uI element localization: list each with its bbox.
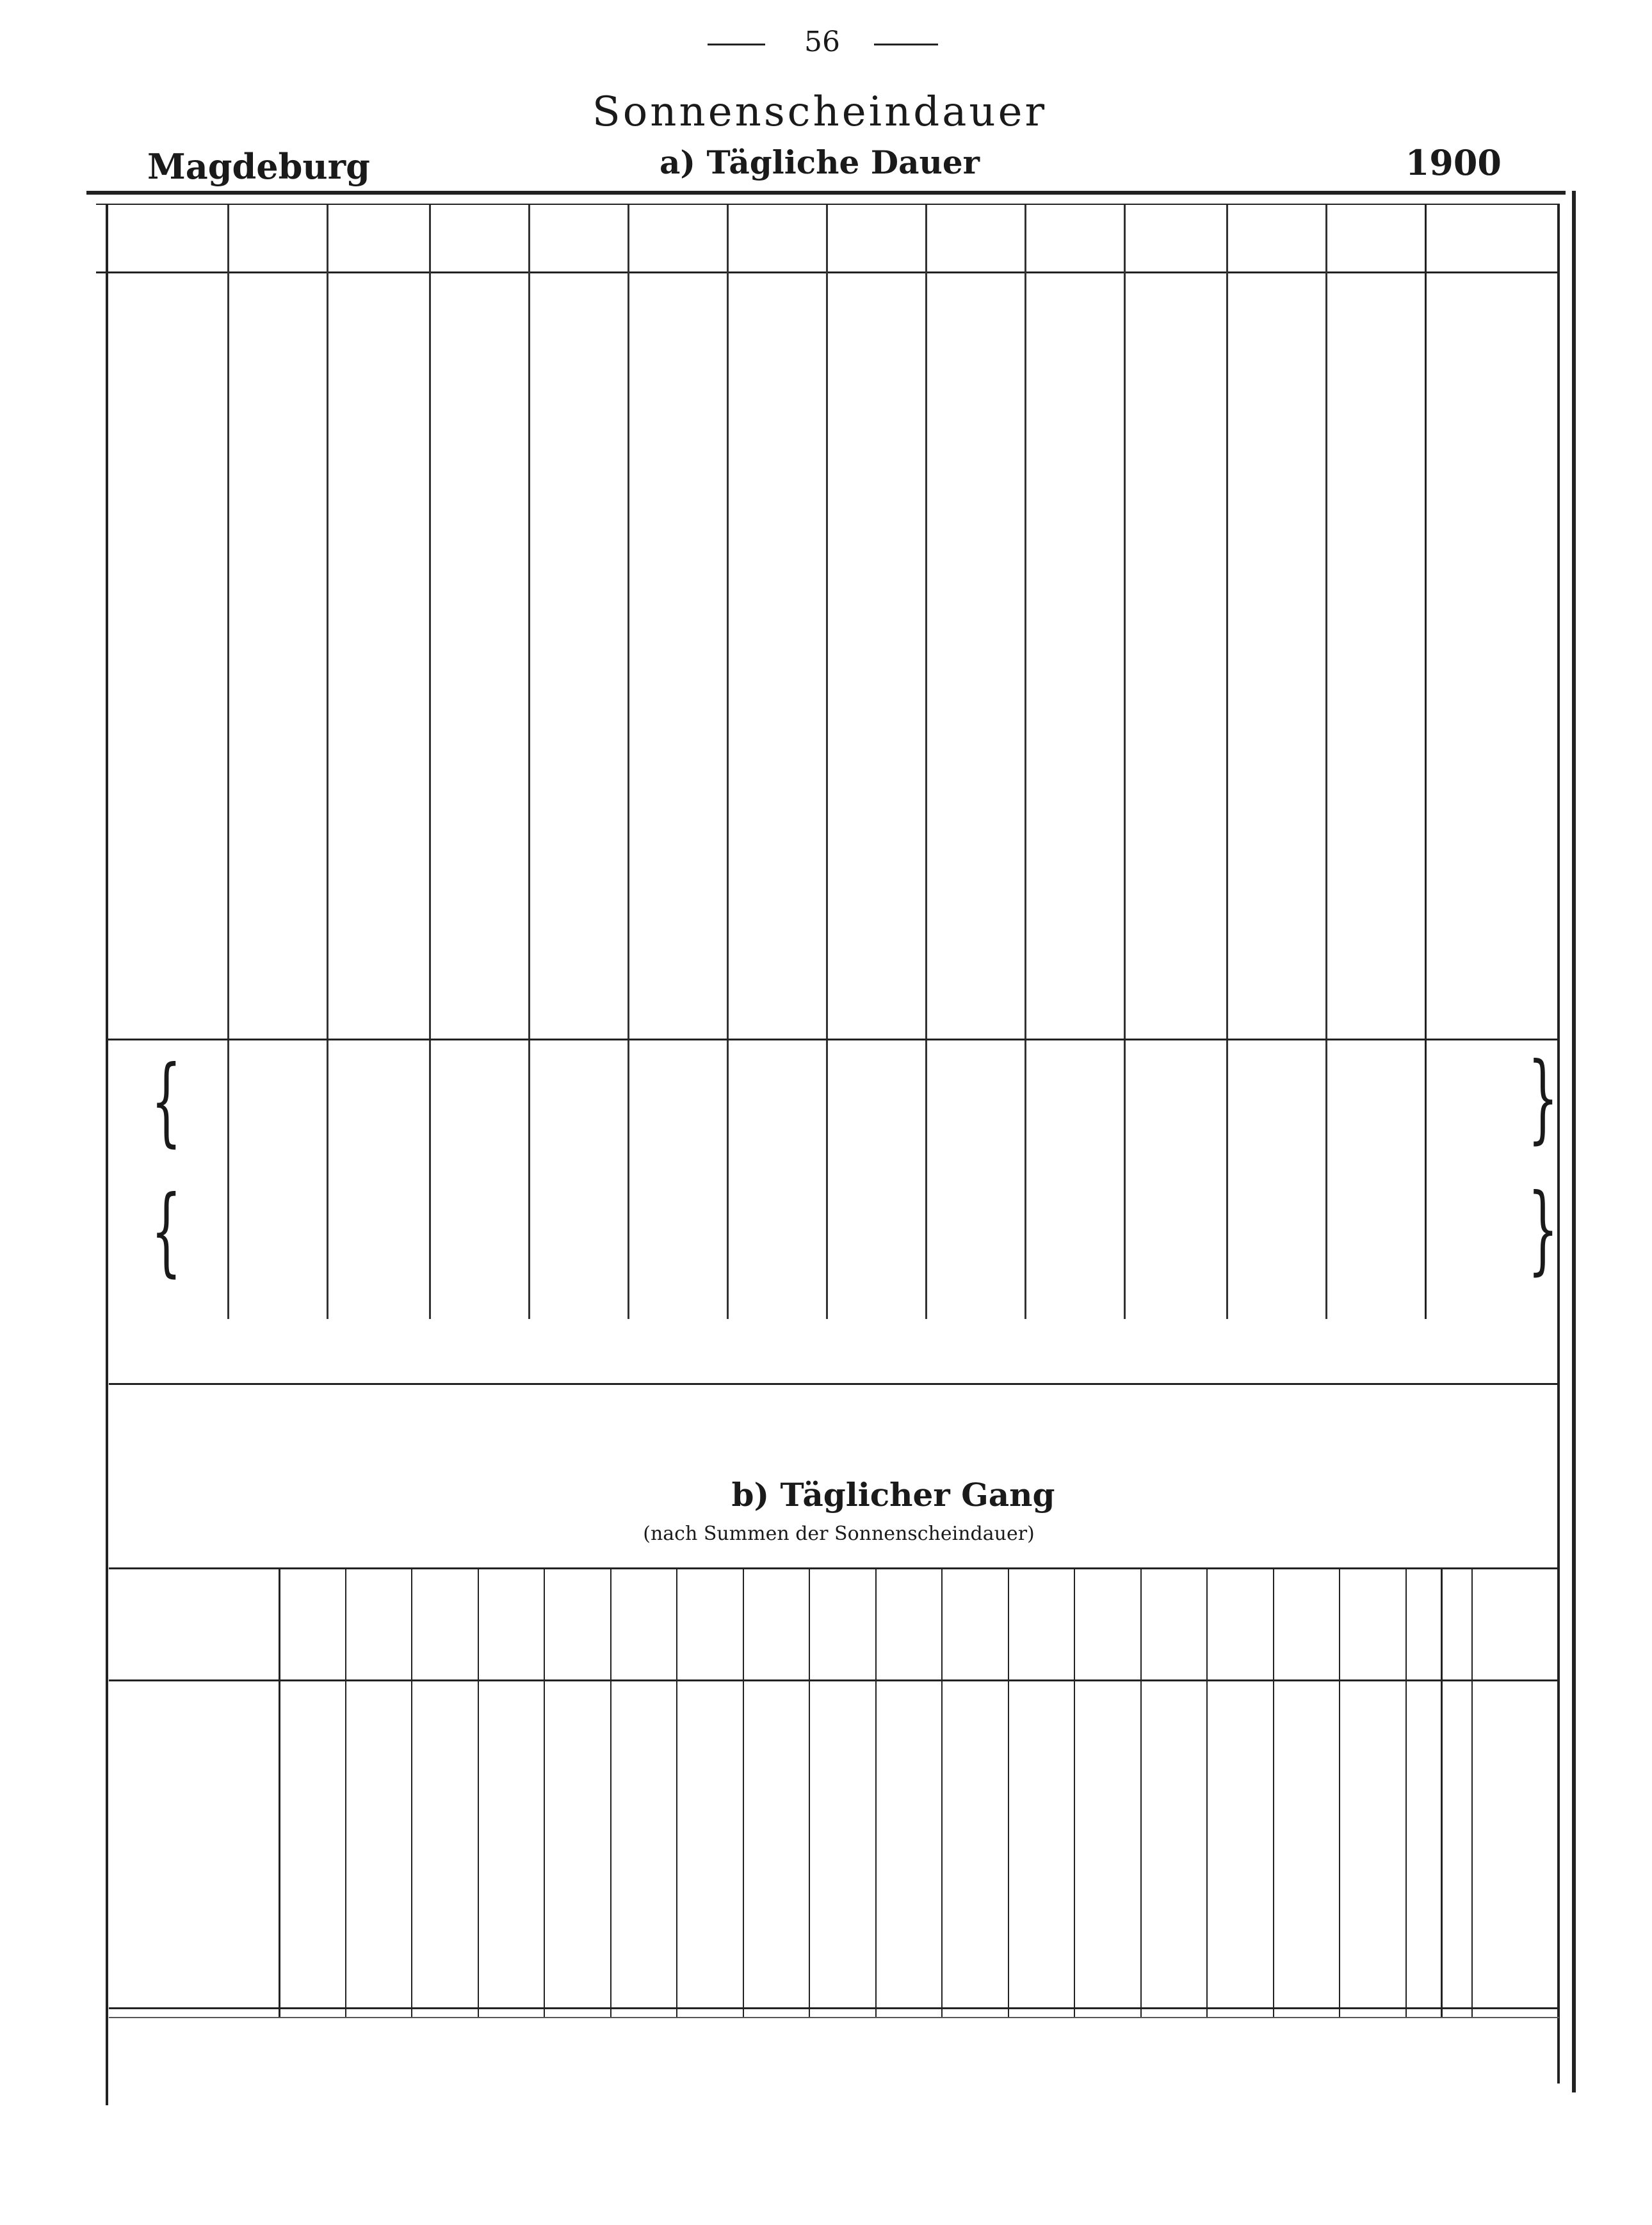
frame-top-a bbox=[86, 191, 1566, 195]
col-rule bbox=[1140, 1569, 1142, 2017]
col-rule bbox=[279, 1569, 280, 2017]
col-rule bbox=[429, 205, 431, 1319]
station-name: Magdeburg bbox=[147, 146, 370, 187]
col-rule bbox=[925, 205, 927, 1319]
col-rule bbox=[1325, 205, 1327, 1319]
section-b-header-rule bbox=[109, 1679, 1559, 1681]
section-b-title: b) Täglicher Gang bbox=[731, 1476, 1055, 1514]
col-rule bbox=[1226, 205, 1228, 1319]
col-rule bbox=[676, 1569, 677, 2017]
brace-icon: } bbox=[1527, 1174, 1559, 1285]
header-rule-left bbox=[708, 44, 765, 45]
header-rule-right bbox=[874, 44, 938, 45]
col-rule bbox=[528, 205, 530, 1319]
frame-right-outer bbox=[1572, 191, 1576, 2092]
section-b-bottom-rule bbox=[109, 2007, 1559, 2009]
col-rule bbox=[1471, 1569, 1473, 2017]
col-rule bbox=[628, 205, 629, 1319]
col-rule bbox=[610, 1569, 611, 2017]
col-rule bbox=[1206, 1569, 1208, 2017]
col-rule bbox=[345, 1569, 346, 2017]
page-number: 56 bbox=[804, 26, 840, 58]
col-rule bbox=[227, 205, 229, 1319]
col-rule bbox=[478, 1569, 479, 2017]
col-rule bbox=[1124, 205, 1126, 1319]
brace-icon: } bbox=[1527, 1042, 1559, 1154]
col-rule bbox=[727, 205, 729, 1319]
frame-left bbox=[106, 204, 108, 2105]
col-rule bbox=[1425, 205, 1427, 1319]
col-rule bbox=[1008, 1569, 1009, 2017]
section-b-top-rule bbox=[109, 1567, 1559, 1569]
brace-icon: { bbox=[150, 1176, 182, 1287]
main-title: Sonnenscheindauer bbox=[592, 88, 1048, 136]
col-rule bbox=[1273, 1569, 1274, 2017]
year: 1900 bbox=[1405, 142, 1502, 183]
col-rule bbox=[1339, 1569, 1340, 2017]
col-rule bbox=[1441, 1569, 1443, 2017]
col-rule bbox=[544, 1569, 545, 2017]
col-rule bbox=[1074, 1569, 1075, 2017]
brace-icon: { bbox=[150, 1046, 182, 1157]
col-rule bbox=[826, 205, 828, 1319]
col-rule bbox=[411, 1569, 412, 2017]
section-b-subtitle: (nach Summen der Sonnenscheindauer) bbox=[643, 1523, 1035, 1545]
col-rule bbox=[1024, 205, 1026, 1319]
col-rule bbox=[327, 205, 328, 1319]
col-rule bbox=[809, 1569, 810, 2017]
section-a-title: a) Tägliche Dauer bbox=[660, 143, 980, 181]
section-a-bottom-rule bbox=[109, 1383, 1559, 1385]
col-rule bbox=[1405, 1569, 1407, 2017]
days-bottom-rule bbox=[106, 1039, 1559, 1040]
section-b-foot-rule bbox=[109, 2017, 1559, 2018]
col-rule bbox=[941, 1569, 943, 2017]
col-rule bbox=[743, 1569, 744, 2017]
col-rule bbox=[875, 1569, 877, 2017]
